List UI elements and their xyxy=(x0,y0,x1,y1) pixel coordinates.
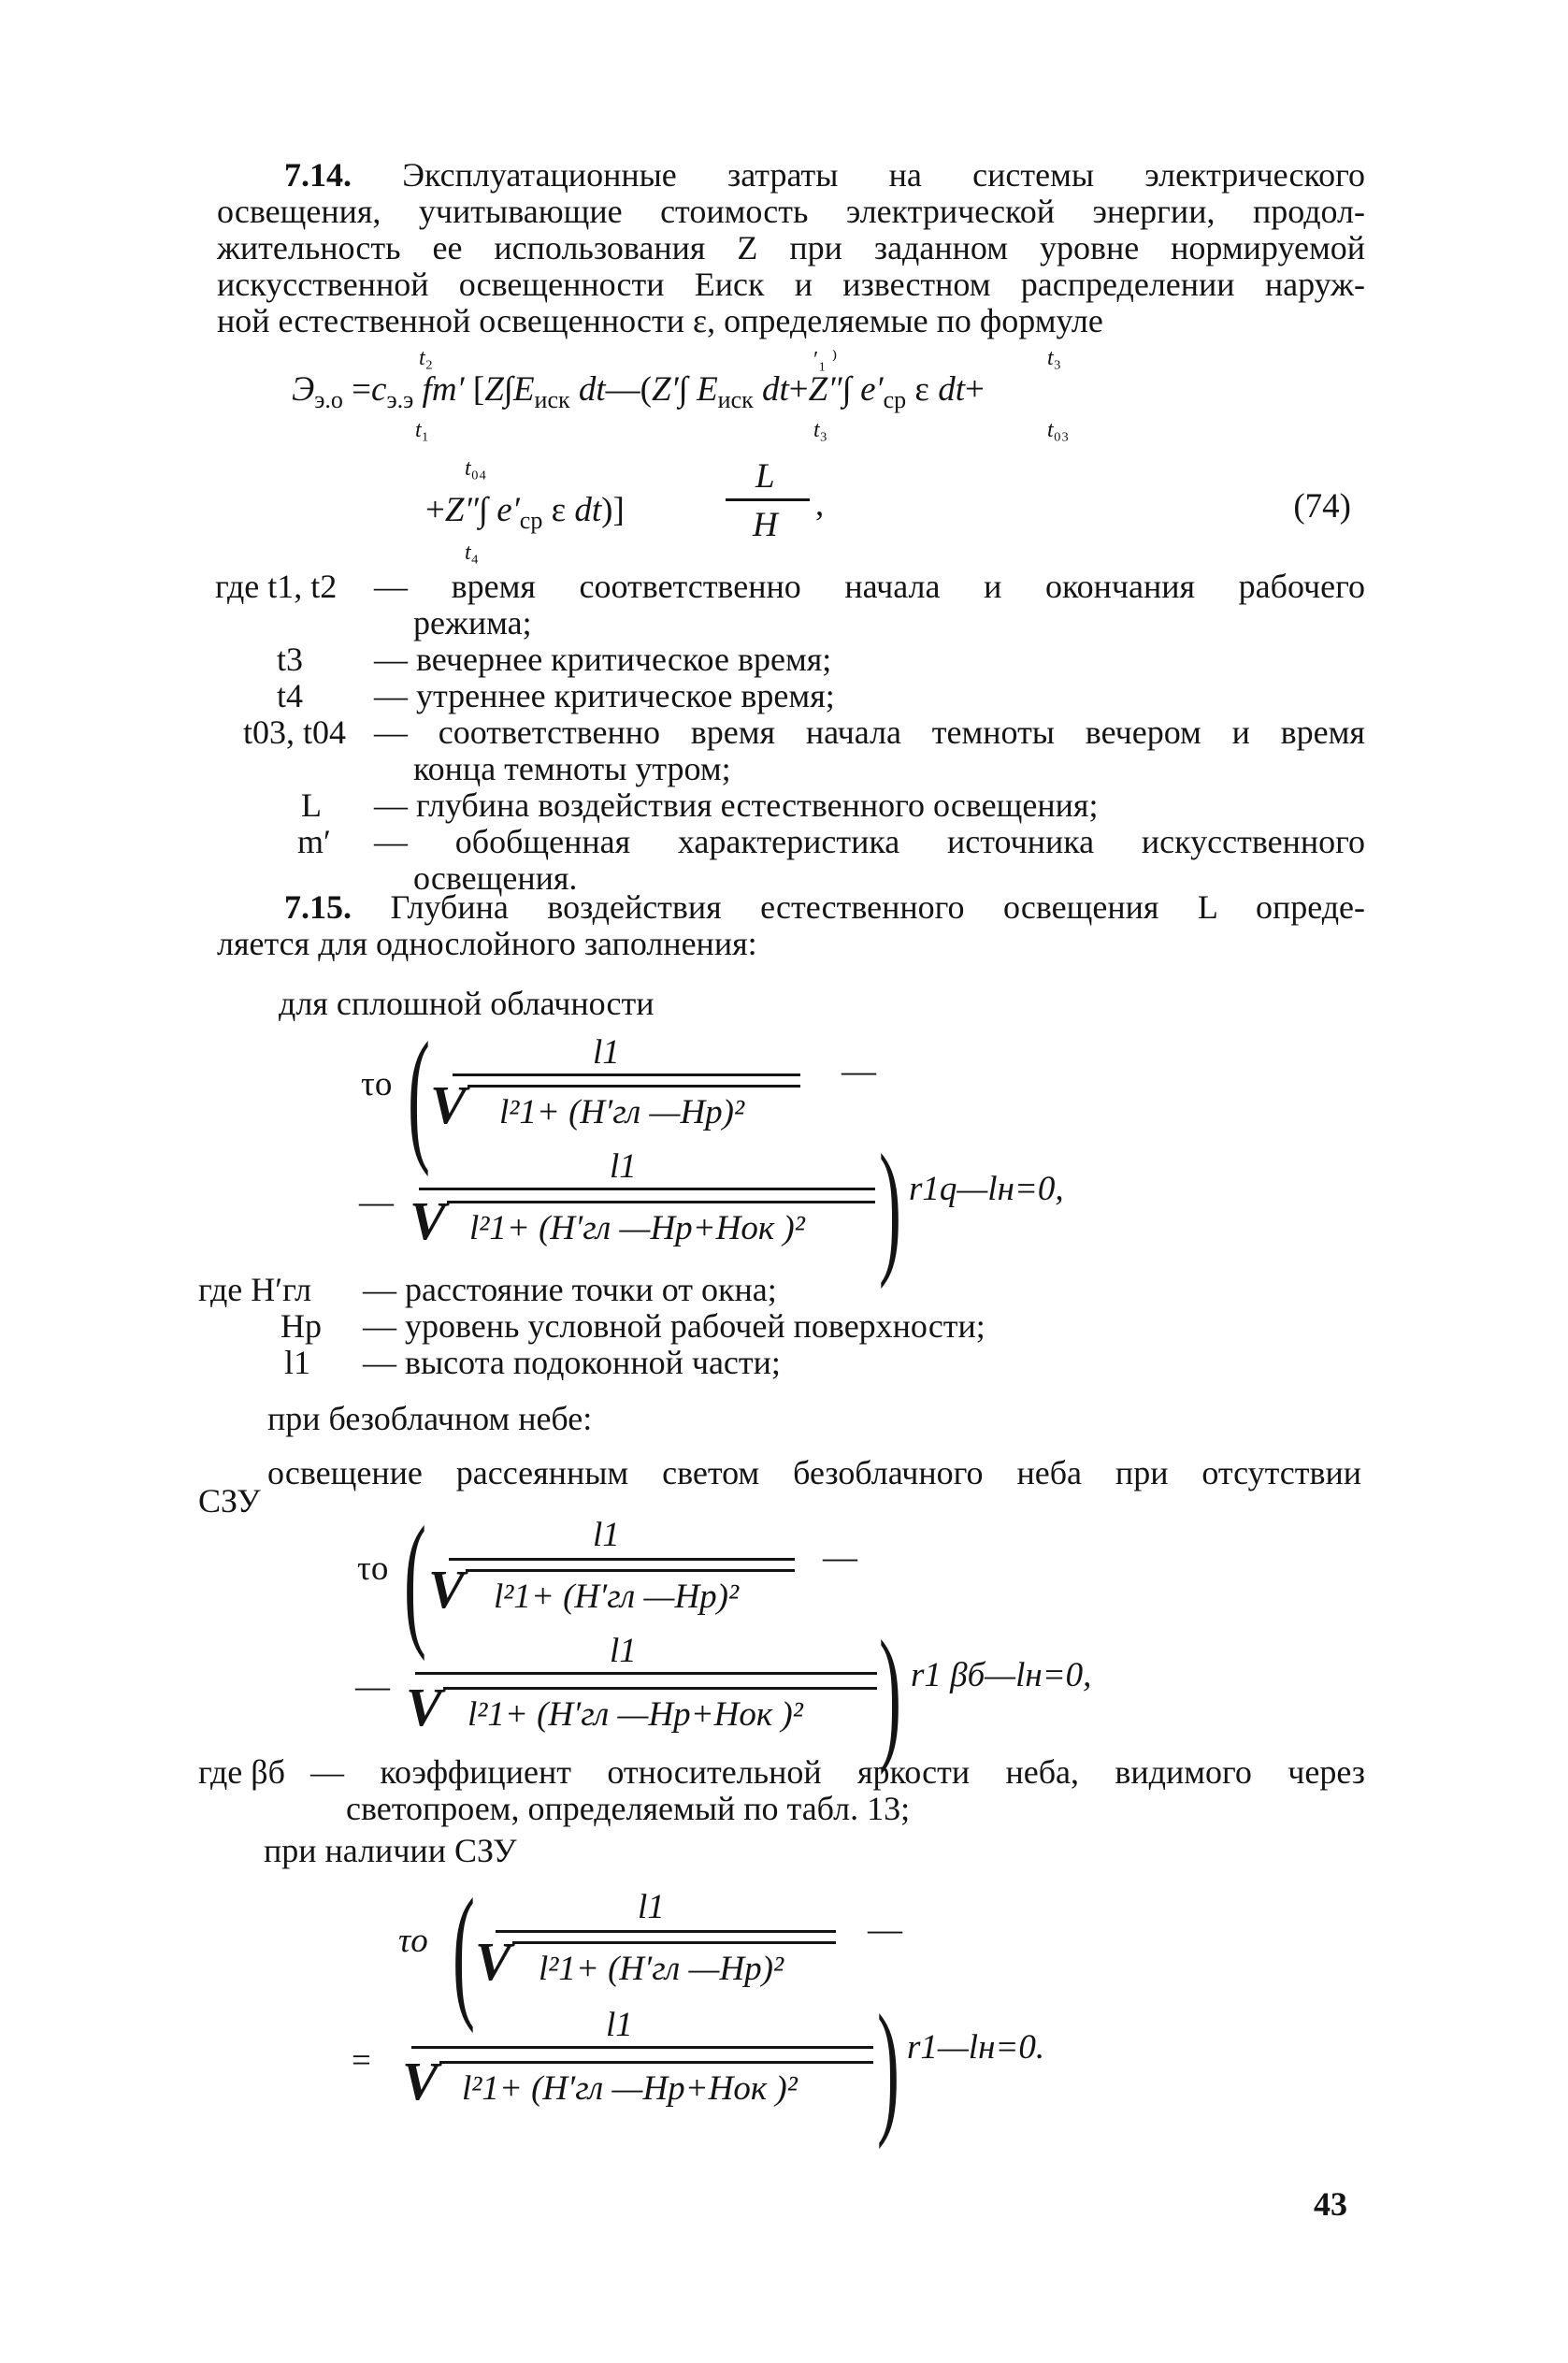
text-line: освещения, учитывающие стоимость электрической энергии, продол- xyxy=(217,193,1365,230)
paragraph-number: 7.14. xyxy=(284,156,352,194)
paragraph-7-14 xyxy=(217,157,1365,339)
paragraph-7-15 xyxy=(217,889,1365,962)
legend-text: — время соответственно начала и окончания рабочего xyxy=(374,568,1365,605)
text-line: искусственной освещенности Eиск и известном распределении наруж- xyxy=(217,266,1365,303)
legend-text: — вечернее критическое время; xyxy=(374,641,832,678)
page-number: 43 xyxy=(1314,2185,1347,2223)
label-diffuse-line2: СЗУ xyxy=(198,1482,261,1520)
legend-text: — утреннее критическое время; xyxy=(374,677,835,714)
legend-text: конца темноты утром; xyxy=(413,750,731,787)
text-line: Эксплуатационные затраты на системы электрического xyxy=(402,156,1365,194)
legend-symbol: L xyxy=(301,786,322,824)
legend-symbol: Hр xyxy=(281,1307,322,1345)
legend-text: — высота подоконной части; xyxy=(363,1344,781,1381)
text-line: ной естественной освещенности ε, определяемые по формуле xyxy=(217,302,1103,339)
legend-text: режима; xyxy=(413,604,532,641)
legend-symbol: l1 xyxy=(284,1344,311,1381)
legend-text: — уровень условной рабочей поверхности; xyxy=(363,1307,985,1345)
legend-text: — расстояние точки от окна; xyxy=(363,1271,777,1308)
legend-text: — коэффициент относительной яркости неба, видимого через xyxy=(310,1753,1365,1791)
legend-text: светопроем, определяемый по табл. 13; xyxy=(346,1790,911,1827)
label-with-szu: при наличии СЗУ xyxy=(264,1832,517,1869)
legend-text: — обобщенная характеристика источника искусственного xyxy=(374,823,1365,860)
document-page: 7.14. Эксплуатационные затраты на системы электрического освещения, учитывающие стоимость электрической энергии, продол- жительность ее использования Z при заданном уровне нормируемой искусственной освещенности Eиск и известном распределении наруж- ной естественной освещенности ε, определяемые по формуле $Э_{э.о} =c_{э.э}$ fm′ [$Z\int E_{иск}$ dt—(Z′∫ $E_{иск}$ dt+Z″∫ $e'_{ср}$ ε dt+ t₂ t₁ ′₁ ⁾ t₃ t₃ t₀₃ t₀₄ +Z″∫ $e'_{ср}$ ε dt)] t₄ L H , (74) где t1, t2 — время соответственно начала и окончания рабочего режима; t3 — вечернее критическое время; t4 — утреннее критическое время; t03, t04 — соответственно время начала темноты вечером и время конца темноты утром; L — глубина воздействия естественного освещения; m′ — обобщенная характеристика источника искусственного освещения. 7.15. Глубина воздействия естественного освещения L опреде- ляется для однослойного заполнения: для сплошной облачности τо ( l1 V l²1+ (H′гл —Hр)² — — l1 V l²1+ (H′гл —Hр+Hок )² ) r1q—lн=0, где H′гл — расстояние точки от окна; Hр — уровень условной рабочей поверхности; l1 — высота подоконной части; при безоблачном небе: освещение рассеянным светом безоблачного неба при отсутствии СЗУ τо ( l1 V l²1+ (H′гл —Hр)² — — l1 V l²1+ (H′гл —Hр+Hок )² ) r1 βб—lн=0, где βб — коэффициент относительной яркости неба, видимого через светопроем, определяемый по табл. 13; при наличии СЗУ τо ( l1 V l²1+ (H′гл —Hр)² — = l1 V l²1+ (H′гл —Hр+Hок )² ) r1—lн=0. 43 xyxy=(198,156,1366,2223)
legend-74 xyxy=(215,568,1365,897)
legend-text: — соответственно время начала темноты вечером и время xyxy=(374,713,1365,751)
formula-74-line1: $Э_{э.о} =c_{э.э}$ fm′ [$Z\int E_{иск}$ dt—(Z′∫ $E_{иск}$ dt+Z″∫ $e'_{ср}$ ε dt+ xyxy=(292,370,985,413)
legend-76 xyxy=(198,1754,1365,1829)
legend-symbol: m′ xyxy=(297,823,331,860)
label-diffuse-line1: освещение рассеянным светом безоблачного неба при отсутствии xyxy=(267,1454,1361,1491)
legend-symbol: t4 xyxy=(277,677,304,714)
text-line: ляется для однослойного заполнения: xyxy=(217,925,757,962)
legend-75 xyxy=(198,1272,1320,1393)
text-line: Глубина воздействия естественного освещения L опреде- xyxy=(390,888,1366,926)
formula-74-line2: +Z″∫ $e'_{ср}$ ε dt)] xyxy=(425,491,625,534)
text-line: жительность ее использования Z при заданном уровне нормируемой xyxy=(217,229,1365,267)
legend-symbol: t3 xyxy=(277,641,304,678)
legend-text: — глубина воздействия естественного освещения; xyxy=(374,786,1099,824)
equation-number: (74) xyxy=(1293,487,1351,526)
paragraph-number: 7.15. xyxy=(284,888,352,926)
label-clear-sky: при безоблачном небе: xyxy=(267,1400,593,1437)
legend-symbol: где βб xyxy=(198,1753,285,1791)
legend-symbol: t03, t04 xyxy=(243,713,347,751)
legend-symbol: где H′гл xyxy=(198,1271,312,1308)
label-overcast: для сплошной облачности xyxy=(279,985,655,1022)
legend-symbol: где t1, t2 xyxy=(215,568,338,605)
legend-text: освещения. xyxy=(413,859,578,897)
